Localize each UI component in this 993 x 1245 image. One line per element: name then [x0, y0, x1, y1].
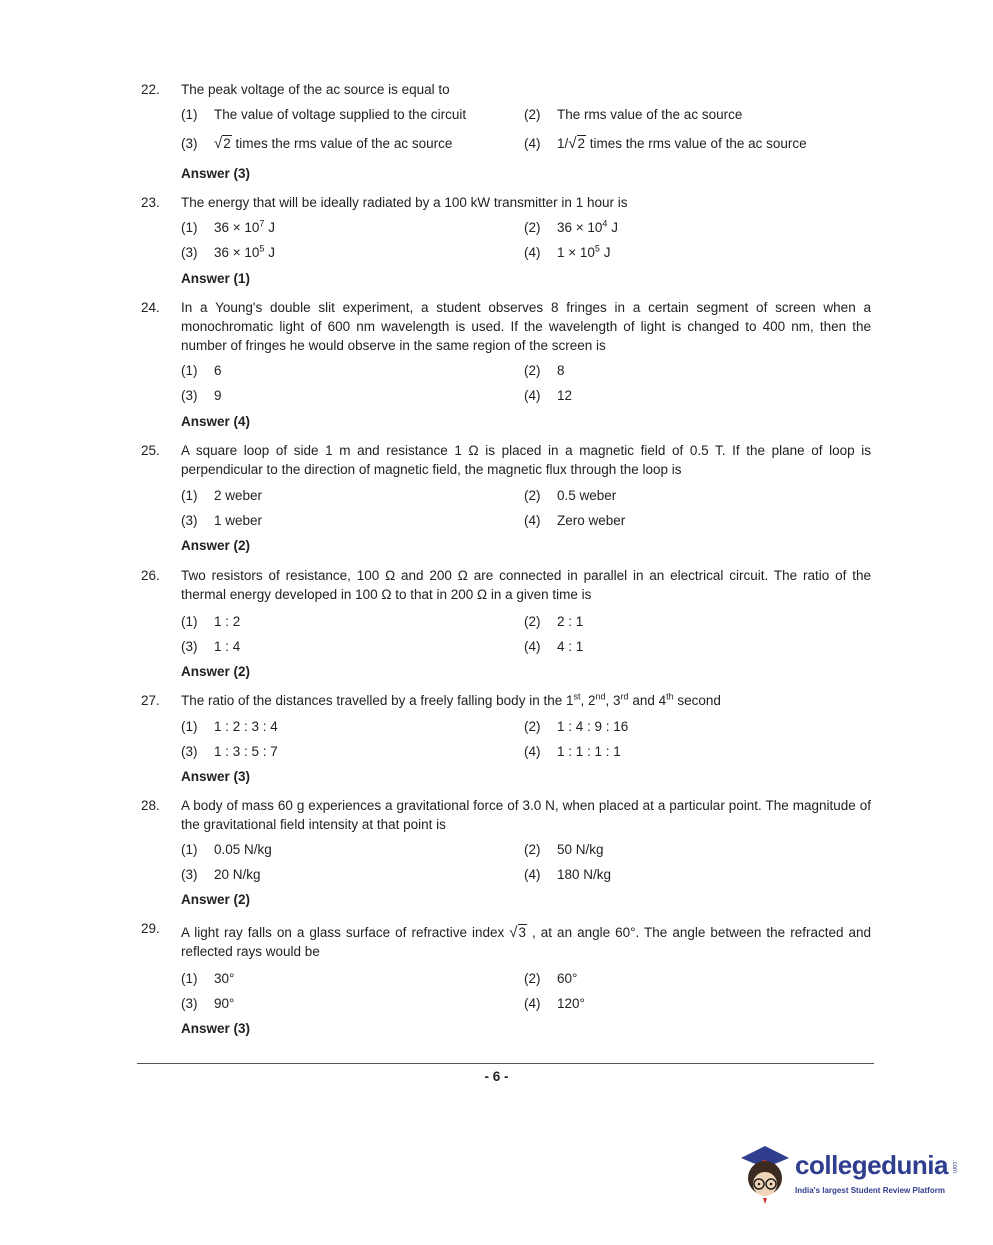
option-4: (4) Zero weber — [524, 513, 626, 528]
option-4: (4) 4 : 1 — [524, 639, 584, 654]
option-3: (3) $36 \times 10^5$ J — [181, 243, 275, 260]
option-2: (2) 1 : 4 : 9 : 16 — [524, 719, 629, 734]
option-3: (3) 1 : 3 : 5 : 7 — [181, 744, 278, 759]
question-text: A body of mass 60 g experiences a gravitational force of 3.0 N, when placed at a particular point. The magnitude of the gravitational field intensity at that point is — [181, 798, 871, 832]
question-text: A square loop of side 1 m and resistance 1 Ω is placed in a magnetic field of 0.5 T. If the plane of loop is perpendicular to the direction of magnetic field, the magnetic flux through the loop is — [181, 443, 871, 477]
answer: Answer (2) — [181, 664, 251, 679]
brand-tagline: India's largest Student Review Platform — [795, 1186, 945, 1195]
option-4: (4) $1 \times 10^5$ J — [524, 243, 611, 260]
sqrt-symbol: √2 — [568, 135, 586, 152]
question-text: Two resistors of resistance, 100 Ω and 200 Ω are connected in parallel in an electrical circuit. The ratio of the thermal energy developed in 100 Ω to that in 200 Ω in a given time is — [181, 568, 871, 602]
option-1: (1) The value of voltage supplied to the circuit — [181, 107, 467, 122]
option-2: (2) 60° — [524, 971, 578, 986]
question-text: A light ray falls on a glass surface of refractive index √3 , at an angle 60°. The angle between the refracted and reflected rays would be — [181, 924, 872, 959]
question-number: 23. — [141, 195, 160, 210]
option-2: (2) $36 \times 10^4$ J — [524, 218, 618, 235]
answer: Answer (2) — [181, 892, 251, 907]
option-2: (2) 2 : 1 — [524, 614, 584, 629]
option-1: (1) 30° — [181, 971, 235, 986]
option-4: (4) 120° — [524, 996, 585, 1011]
option-3: (3) 90° — [181, 996, 235, 1011]
question-number: 29. — [141, 921, 160, 936]
question-number: 24. — [141, 300, 160, 315]
sqrt-symbol: √2 — [214, 135, 231, 152]
brand-name: collegedunia — [795, 1150, 948, 1180]
question-text: The peak voltage of the ac source is equal to — [181, 82, 450, 97]
option-1: (1) 0.05 N/kg — [181, 842, 272, 857]
option-1: (1) $36 \times 10^7$ J — [181, 218, 275, 235]
question-text: In a Young's double slit experiment, a student observes 8 fringes in a certain segment of screen when a monochromatic light of 600 nm wavelength is used. If the wavelength of light is changed to 400 nm, then the number of fringes he would observe in the same region of the screen is — [181, 300, 871, 353]
question-number: 25. — [141, 443, 160, 458]
answer: Answer (3) — [181, 166, 251, 181]
option-2: (2) 8 — [524, 363, 565, 378]
option-4: (4) 1 : 1 : 1 : 1 — [524, 744, 621, 759]
option-3: (3) 20 N/kg — [181, 867, 261, 882]
question-text: The ratio of the distances travelled by a freely falling body in the 1st, 2nd, 3rd and 4th second — [181, 691, 721, 708]
answer: Answer (3) — [181, 769, 251, 784]
answer: Answer (3) — [181, 1021, 251, 1036]
answer: Answer (1) — [181, 271, 251, 286]
question-text: The energy that will be ideally radiated by a 100 kW transmitter in 1 hour is — [181, 195, 628, 210]
option-2: (2) The rms value of the ac source — [524, 107, 743, 122]
footer-divider — [137, 1063, 874, 1064]
question-number: 28. — [141, 798, 160, 813]
option-1: (1) 6 — [181, 363, 222, 378]
option-4: (4) 12 — [524, 388, 573, 403]
option-3: (3) 9 — [181, 388, 222, 403]
option-2: (2) 50 N/kg — [524, 842, 604, 857]
option-2: (2) 0.5 weber — [524, 488, 617, 503]
option-1: (1) 1 : 2 : 3 : 4 — [181, 719, 278, 734]
answer: Answer (4) — [181, 414, 251, 429]
page-number: - 6 - — [484, 1069, 509, 1084]
sqrt-symbol: √3 — [509, 924, 527, 941]
option-1: (1) 1 : 2 — [181, 614, 241, 629]
option-3: (3) 1 : 4 — [181, 639, 241, 654]
option-4: (4) 1/√2 times the rms value of the ac source — [524, 135, 807, 152]
question-number: 22. — [141, 82, 160, 97]
question-number: 26. — [141, 568, 160, 583]
option-3: (3) 1 weber — [181, 513, 263, 528]
answer: Answer (2) — [181, 538, 251, 553]
mascot-logo-icon — [735, 1138, 795, 1208]
brand-suffix: .com — [951, 1160, 957, 1174]
option-1: (1) 2 weber — [181, 488, 263, 503]
question-number: 27. — [141, 693, 160, 708]
option-4: (4) 180 N/kg — [524, 867, 612, 882]
option-3: (3) √2 times the rms value of the ac source — [181, 135, 453, 152]
